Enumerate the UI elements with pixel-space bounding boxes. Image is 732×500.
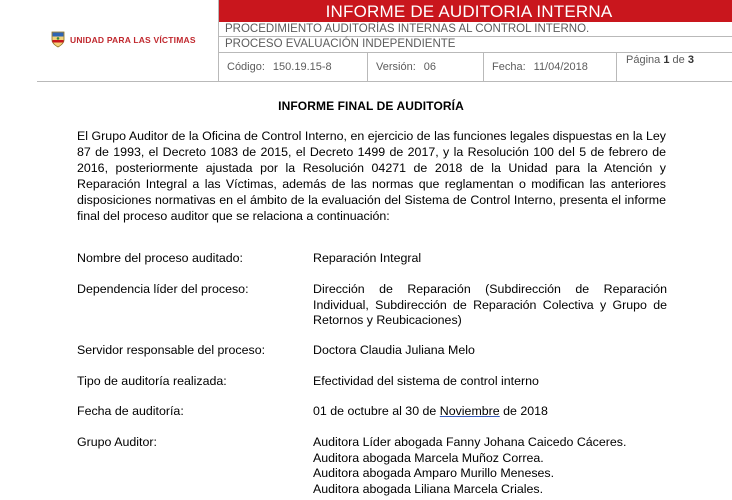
audit-date-value bbox=[313, 404, 667, 420]
lead-dependency-label: Dependencia líder del proceso: bbox=[77, 282, 249, 296]
audit-group-label: Grupo Auditor: bbox=[77, 435, 157, 449]
audit-date-month: Noviembre bbox=[439, 404, 500, 418]
procedure-name: PROCEDIMIENTO AUDITORÍAS INTERNAS AL CONTROL INTERNO. bbox=[219, 22, 732, 37]
unidad-victimas-logo bbox=[51, 31, 196, 48]
audit-date-start: 01 de octubre al 30 de bbox=[313, 404, 440, 418]
process-name-value: Reparación Integral bbox=[313, 251, 422, 265]
page-prefix: Página bbox=[626, 54, 661, 66]
audit-group-member: Auditora Líder abogada Fanny Johana Caicedo Cáceres. bbox=[313, 435, 627, 449]
report-type-title: INFORME DE AUDITORIA INTERNA bbox=[219, 0, 732, 22]
audit-type-value: Efectividad del sistema de control interno bbox=[313, 374, 539, 388]
page-current: 1 bbox=[663, 54, 670, 66]
responsible-label: Servidor responsable del proceso: bbox=[77, 343, 266, 357]
version-cell bbox=[368, 53, 484, 81]
audit-group-member: Auditora abogada Amparo Murillo Meneses. bbox=[313, 466, 555, 480]
logo-cell bbox=[37, 0, 219, 82]
date-cell bbox=[484, 53, 617, 81]
logo-text: UNIDAD PARA LAS VÍCTIMAS bbox=[70, 34, 196, 45]
process-name: PROCESO EVALUACIÓN INDEPENDIENTE bbox=[219, 37, 732, 53]
version-value: 06 bbox=[423, 61, 436, 73]
intro-paragraph: El Grupo Auditor de la Oficina de Control Interno, en ejercicio de las funciones legales dispuestas en la Ley 87 de 1993, el Decreto 1083 de 2015, el Decreto 1499 de 2017, y la Resolución 100 del 5 de febrero de 2016, posteriormente ajustada por la Resolución 04271 de 2018 de la Unidad para la Atención y Reparación Integral a las Víctimas, además de las normas que reglamentan o modifican las anteriores disposiciones normativas en el ámbito de la evaluación del Sistema de Control Interno, presenta el informe final del proceso auditor que se relaciona a continuación: bbox=[77, 129, 666, 224]
process-name-label: Nombre del proceso auditado: bbox=[77, 251, 243, 265]
audit-type-label: Tipo de auditoría realizada: bbox=[77, 374, 227, 388]
code-label: Código: bbox=[227, 61, 265, 73]
responsible-value: Doctora Claudia Juliana Melo bbox=[313, 343, 475, 357]
page-total: 3 bbox=[687, 54, 694, 66]
version-label: Versión: bbox=[376, 61, 416, 73]
code-value: 150.19.15-8 bbox=[272, 61, 332, 73]
document-header bbox=[37, 0, 732, 82]
date-value: 11/04/2018 bbox=[533, 61, 588, 73]
audit-group-member: Auditora abogada Marcela Muñoz Correa. bbox=[313, 450, 544, 465]
audit-group-member: Auditora abogada Liliana Marcela Criales. bbox=[313, 481, 544, 496]
lead-dependency-value: Dirección de Reparación (Subdirección de Reparación Individual, Subdirección de Reparación Colectiva y Grupo de Retornos y Reubicaciones) bbox=[313, 282, 667, 327]
page-of: de bbox=[672, 54, 685, 66]
document-title: INFORME FINAL DE AUDITORÍA bbox=[278, 99, 464, 113]
audit-date-label: Fecha de auditoría: bbox=[77, 404, 184, 418]
audit-date-end: de 2018 bbox=[499, 404, 548, 418]
document-metadata-row bbox=[219, 53, 732, 82]
coat-of-arms-icon bbox=[51, 31, 65, 48]
code-cell bbox=[219, 53, 368, 81]
audit-group-list bbox=[313, 435, 667, 497]
date-label: Fecha: bbox=[492, 61, 526, 73]
page-number-cell bbox=[617, 53, 732, 81]
